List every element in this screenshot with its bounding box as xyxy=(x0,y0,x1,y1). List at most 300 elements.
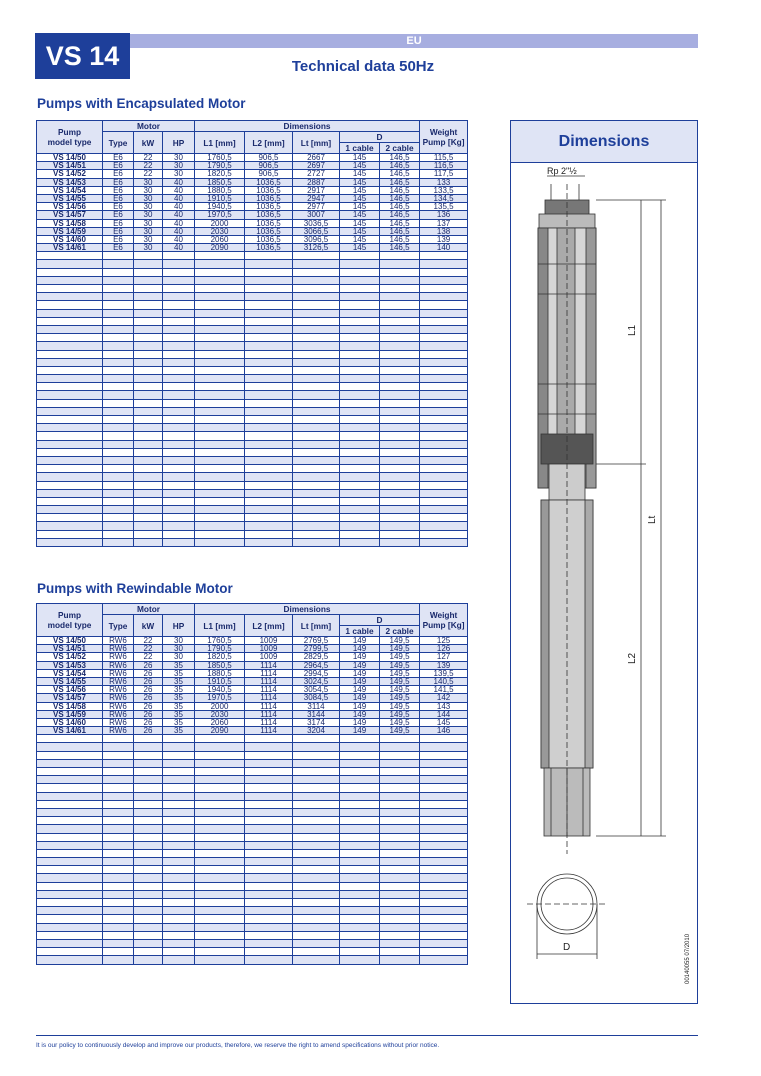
empty-cell xyxy=(245,890,293,898)
empty-cell xyxy=(340,956,380,964)
empty-cell xyxy=(195,784,245,792)
empty-cell xyxy=(163,334,195,342)
value-cell: 3174 xyxy=(293,718,340,726)
empty-cell xyxy=(163,948,195,956)
header-l1: L1 [mm] xyxy=(195,615,245,637)
empty-cell xyxy=(103,858,134,866)
empty-cell xyxy=(293,751,340,759)
empty-cell xyxy=(195,366,245,374)
empty-cell xyxy=(420,440,468,448)
value-cell: 2947 xyxy=(293,194,340,202)
empty-cell xyxy=(163,456,195,464)
empty-cell xyxy=(163,538,195,546)
empty-cell xyxy=(380,325,420,333)
empty-cell xyxy=(245,342,293,350)
table-row xyxy=(37,653,468,661)
empty-cell xyxy=(37,268,103,276)
empty-cell xyxy=(103,849,134,857)
empty-cell xyxy=(134,768,163,776)
empty-cell xyxy=(103,391,134,399)
value-cell: 1880,5 xyxy=(195,186,245,194)
empty-cell xyxy=(163,317,195,325)
empty-cell xyxy=(380,939,420,947)
empty-cell xyxy=(37,514,103,522)
value-cell: 145 xyxy=(340,194,380,202)
value-cell: 1820,5 xyxy=(195,170,245,178)
empty-cell xyxy=(37,784,103,792)
header-pump-model: Pump model type xyxy=(37,604,103,637)
empty-cell xyxy=(293,923,340,931)
empty-cell xyxy=(195,465,245,473)
section-title-encapsulated: Pumps with Encapsulated Motor xyxy=(37,96,246,111)
header-2-cable: 2 cable xyxy=(380,626,420,637)
empty-cell xyxy=(380,833,420,841)
empty-cell xyxy=(103,407,134,415)
empty-cell xyxy=(195,293,245,301)
empty-cell xyxy=(134,325,163,333)
empty-cell xyxy=(380,759,420,767)
empty-cell xyxy=(340,768,380,776)
empty-cell xyxy=(195,473,245,481)
empty-cell xyxy=(420,538,468,546)
header-l1: L1 [mm] xyxy=(195,132,245,154)
empty-cell xyxy=(37,276,103,284)
empty-table-row xyxy=(37,407,468,415)
empty-cell xyxy=(245,800,293,808)
empty-cell xyxy=(420,751,468,759)
empty-cell xyxy=(380,858,420,866)
value-cell: 149 xyxy=(340,661,380,669)
empty-cell xyxy=(37,939,103,947)
value-cell: 40 xyxy=(163,219,195,227)
empty-cell xyxy=(293,342,340,350)
empty-cell xyxy=(37,285,103,293)
empty-cell xyxy=(195,530,245,538)
empty-cell xyxy=(340,465,380,473)
value-cell: 30 xyxy=(134,211,163,219)
empty-cell xyxy=(103,456,134,464)
empty-cell xyxy=(103,907,134,915)
empty-cell xyxy=(134,350,163,358)
empty-cell xyxy=(293,735,340,743)
empty-cell xyxy=(103,514,134,522)
empty-cell xyxy=(195,931,245,939)
value-cell: 125 xyxy=(420,637,468,645)
value-cell: 1114 xyxy=(245,669,293,677)
empty-table-row xyxy=(37,334,468,342)
empty-cell xyxy=(37,465,103,473)
empty-cell xyxy=(293,481,340,489)
empty-table-row xyxy=(37,915,468,923)
empty-table-row xyxy=(37,858,468,866)
empty-cell xyxy=(163,825,195,833)
empty-cell xyxy=(134,530,163,538)
empty-cell xyxy=(103,350,134,358)
empty-cell xyxy=(380,497,420,505)
empty-cell xyxy=(340,416,380,424)
empty-cell xyxy=(163,808,195,816)
empty-table-row xyxy=(37,293,468,301)
empty-cell xyxy=(340,350,380,358)
value-cell: 2994,5 xyxy=(293,669,340,677)
empty-cell xyxy=(245,735,293,743)
value-cell: 149 xyxy=(340,645,380,653)
empty-table-row xyxy=(37,825,468,833)
empty-cell xyxy=(134,260,163,268)
empty-cell xyxy=(420,350,468,358)
drawing-code: 00140055 07/2010 xyxy=(685,933,691,984)
empty-cell xyxy=(420,448,468,456)
empty-cell xyxy=(195,383,245,391)
empty-cell xyxy=(195,416,245,424)
empty-cell xyxy=(293,759,340,767)
empty-cell xyxy=(134,522,163,530)
empty-cell xyxy=(134,334,163,342)
empty-cell xyxy=(420,399,468,407)
empty-cell xyxy=(245,260,293,268)
value-cell: 26 xyxy=(134,710,163,718)
empty-cell xyxy=(380,530,420,538)
empty-cell xyxy=(293,325,340,333)
value-cell: 3144 xyxy=(293,710,340,718)
value-cell: 30 xyxy=(163,653,195,661)
empty-cell xyxy=(340,817,380,825)
empty-cell xyxy=(134,391,163,399)
empty-cell xyxy=(134,948,163,956)
empty-cell xyxy=(293,825,340,833)
empty-cell xyxy=(163,465,195,473)
value-cell: 35 xyxy=(163,669,195,677)
model-cell: VS 14/53 xyxy=(37,661,103,669)
empty-table-row xyxy=(37,759,468,767)
empty-cell xyxy=(245,309,293,317)
empty-cell xyxy=(340,268,380,276)
empty-cell xyxy=(340,497,380,505)
value-cell: 2964,5 xyxy=(293,661,340,669)
table-row xyxy=(37,702,468,710)
empty-cell xyxy=(420,456,468,464)
empty-cell xyxy=(293,350,340,358)
empty-cell xyxy=(163,514,195,522)
value-cell: 35 xyxy=(163,727,195,735)
empty-table-row xyxy=(37,948,468,956)
empty-cell xyxy=(103,342,134,350)
empty-cell xyxy=(37,416,103,424)
empty-cell xyxy=(380,358,420,366)
empty-cell xyxy=(37,841,103,849)
empty-cell xyxy=(340,309,380,317)
empty-cell xyxy=(103,899,134,907)
empty-cell xyxy=(37,497,103,505)
empty-cell xyxy=(293,939,340,947)
empty-cell xyxy=(340,358,380,366)
empty-cell xyxy=(420,768,468,776)
empty-cell xyxy=(420,260,468,268)
empty-cell xyxy=(380,882,420,890)
value-cell: 30 xyxy=(163,645,195,653)
empty-cell xyxy=(195,841,245,849)
empty-cell xyxy=(134,407,163,415)
value-cell: 2829,5 xyxy=(293,653,340,661)
empty-cell xyxy=(420,432,468,440)
value-cell: RW6 xyxy=(103,661,134,669)
empty-cell xyxy=(37,350,103,358)
empty-cell xyxy=(163,776,195,784)
empty-cell xyxy=(245,276,293,284)
empty-cell xyxy=(37,481,103,489)
value-cell: 2887 xyxy=(293,178,340,186)
empty-cell xyxy=(103,923,134,931)
empty-cell xyxy=(37,432,103,440)
empty-table-row xyxy=(37,808,468,816)
empty-cell xyxy=(37,792,103,800)
value-cell: E6 xyxy=(103,186,134,194)
product-tag: VS 14 xyxy=(35,33,130,79)
empty-cell xyxy=(103,334,134,342)
empty-cell xyxy=(37,759,103,767)
empty-cell xyxy=(420,890,468,898)
empty-table-row xyxy=(37,931,468,939)
empty-cell xyxy=(420,874,468,882)
empty-table-row xyxy=(37,260,468,268)
header-l2: L2 [mm] xyxy=(245,615,293,637)
empty-cell xyxy=(420,481,468,489)
empty-table-row xyxy=(37,391,468,399)
empty-cell xyxy=(103,825,134,833)
value-cell: 1009 xyxy=(245,653,293,661)
empty-cell xyxy=(340,424,380,432)
value-cell: 134,5 xyxy=(420,194,468,202)
value-cell: 146,5 xyxy=(380,154,420,162)
empty-cell xyxy=(134,506,163,514)
page-subtitle: Technical data 50Hz xyxy=(291,58,435,75)
value-cell: RW6 xyxy=(103,645,134,653)
value-cell: 1910,5 xyxy=(195,677,245,685)
empty-cell xyxy=(293,252,340,260)
table-row xyxy=(37,162,468,170)
empty-cell xyxy=(340,915,380,923)
empty-cell xyxy=(103,735,134,743)
empty-cell xyxy=(293,440,340,448)
empty-cell xyxy=(380,907,420,915)
dimensions-panel xyxy=(510,120,698,1004)
empty-cell xyxy=(340,849,380,857)
empty-cell xyxy=(195,497,245,505)
value-cell: 144 xyxy=(420,710,468,718)
empty-cell xyxy=(420,473,468,481)
empty-cell xyxy=(420,833,468,841)
value-cell: 2000 xyxy=(195,219,245,227)
empty-cell xyxy=(380,538,420,546)
empty-cell xyxy=(195,890,245,898)
empty-table-row xyxy=(37,473,468,481)
table-row xyxy=(37,154,468,162)
empty-cell xyxy=(195,825,245,833)
empty-cell xyxy=(134,743,163,751)
empty-cell xyxy=(163,817,195,825)
value-cell: 149,5 xyxy=(380,645,420,653)
value-cell: 1009 xyxy=(245,645,293,653)
empty-cell xyxy=(245,465,293,473)
empty-cell xyxy=(163,252,195,260)
empty-cell xyxy=(380,268,420,276)
empty-cell xyxy=(380,899,420,907)
empty-cell xyxy=(380,399,420,407)
value-cell: 2917 xyxy=(293,186,340,194)
empty-cell xyxy=(195,391,245,399)
value-cell: 133,5 xyxy=(420,186,468,194)
empty-cell xyxy=(380,931,420,939)
empty-cell xyxy=(420,792,468,800)
empty-cell xyxy=(245,939,293,947)
value-cell: 1820,5 xyxy=(195,653,245,661)
empty-cell xyxy=(245,268,293,276)
empty-cell xyxy=(340,866,380,874)
empty-table-row xyxy=(37,424,468,432)
value-cell: 139 xyxy=(420,661,468,669)
empty-cell xyxy=(420,317,468,325)
value-cell: RW6 xyxy=(103,686,134,694)
value-cell: 149,5 xyxy=(380,702,420,710)
empty-cell xyxy=(163,939,195,947)
empty-cell xyxy=(163,366,195,374)
value-cell: 1940,5 xyxy=(195,203,245,211)
value-cell: 1036,5 xyxy=(245,211,293,219)
empty-cell xyxy=(163,416,195,424)
empty-cell xyxy=(380,309,420,317)
empty-cell xyxy=(245,456,293,464)
empty-cell xyxy=(134,293,163,301)
empty-cell xyxy=(103,751,134,759)
empty-cell xyxy=(103,383,134,391)
value-cell: 145 xyxy=(340,178,380,186)
value-cell: 141,5 xyxy=(420,686,468,694)
empty-table-row xyxy=(37,497,468,505)
empty-cell xyxy=(163,768,195,776)
empty-cell xyxy=(340,514,380,522)
empty-table-row xyxy=(37,530,468,538)
empty-cell xyxy=(163,350,195,358)
value-cell: 145 xyxy=(340,219,380,227)
empty-cell xyxy=(103,448,134,456)
empty-table-row xyxy=(37,481,468,489)
empty-cell xyxy=(37,260,103,268)
model-cell: VS 14/55 xyxy=(37,677,103,685)
empty-cell xyxy=(293,366,340,374)
empty-cell xyxy=(380,424,420,432)
empty-cell xyxy=(245,522,293,530)
model-cell: VS 14/60 xyxy=(37,718,103,726)
empty-cell xyxy=(134,497,163,505)
empty-cell xyxy=(293,285,340,293)
empty-cell xyxy=(163,882,195,890)
empty-cell xyxy=(103,915,134,923)
empty-cell xyxy=(195,866,245,874)
empty-cell xyxy=(163,735,195,743)
empty-cell xyxy=(293,915,340,923)
empty-cell xyxy=(134,800,163,808)
empty-cell xyxy=(37,768,103,776)
empty-cell xyxy=(293,448,340,456)
empty-cell xyxy=(134,792,163,800)
empty-cell xyxy=(245,956,293,964)
empty-cell xyxy=(103,276,134,284)
value-cell: 2799,5 xyxy=(293,645,340,653)
empty-cell xyxy=(340,375,380,383)
empty-cell xyxy=(103,874,134,882)
value-cell: RW6 xyxy=(103,637,134,645)
empty-table-row xyxy=(37,907,468,915)
value-cell: 26 xyxy=(134,669,163,677)
empty-table-row xyxy=(37,456,468,464)
empty-cell xyxy=(293,907,340,915)
empty-cell xyxy=(163,907,195,915)
empty-cell xyxy=(245,882,293,890)
empty-cell xyxy=(163,293,195,301)
empty-cell xyxy=(37,325,103,333)
empty-cell xyxy=(380,416,420,424)
empty-cell xyxy=(420,522,468,530)
empty-cell xyxy=(380,383,420,391)
empty-cell xyxy=(245,899,293,907)
empty-table-row xyxy=(37,882,468,890)
empty-cell xyxy=(134,825,163,833)
empty-table-row xyxy=(37,416,468,424)
rewindable-motor-table xyxy=(36,603,468,965)
empty-cell xyxy=(340,342,380,350)
value-cell: 1850,5 xyxy=(195,178,245,186)
empty-cell xyxy=(420,366,468,374)
value-cell: 906,5 xyxy=(245,170,293,178)
empty-cell xyxy=(293,432,340,440)
empty-cell xyxy=(195,506,245,514)
table-row xyxy=(37,211,468,219)
empty-cell xyxy=(134,841,163,849)
empty-table-row xyxy=(37,448,468,456)
empty-cell xyxy=(420,514,468,522)
empty-cell xyxy=(420,784,468,792)
empty-cell xyxy=(340,448,380,456)
empty-cell xyxy=(245,448,293,456)
value-cell: 3066,5 xyxy=(293,227,340,235)
empty-cell xyxy=(245,285,293,293)
value-cell: 146,5 xyxy=(380,170,420,178)
empty-cell xyxy=(420,825,468,833)
empty-cell xyxy=(380,293,420,301)
empty-cell xyxy=(420,915,468,923)
empty-cell xyxy=(245,424,293,432)
empty-cell xyxy=(195,817,245,825)
empty-cell xyxy=(163,424,195,432)
value-cell: 146,5 xyxy=(380,219,420,227)
empty-cell xyxy=(420,276,468,284)
value-cell: 1036,5 xyxy=(245,235,293,243)
value-cell: RW6 xyxy=(103,710,134,718)
value-cell: 145 xyxy=(340,211,380,219)
header-weight: Weight Pump [Kg] xyxy=(420,604,468,637)
empty-cell xyxy=(163,858,195,866)
empty-cell xyxy=(245,931,293,939)
value-cell: 26 xyxy=(134,727,163,735)
empty-cell xyxy=(163,849,195,857)
empty-cell xyxy=(37,489,103,497)
empty-cell xyxy=(103,432,134,440)
empty-cell xyxy=(37,375,103,383)
value-cell: 146,5 xyxy=(380,235,420,243)
empty-cell xyxy=(293,833,340,841)
value-cell: 137 xyxy=(420,219,468,227)
empty-cell xyxy=(163,800,195,808)
